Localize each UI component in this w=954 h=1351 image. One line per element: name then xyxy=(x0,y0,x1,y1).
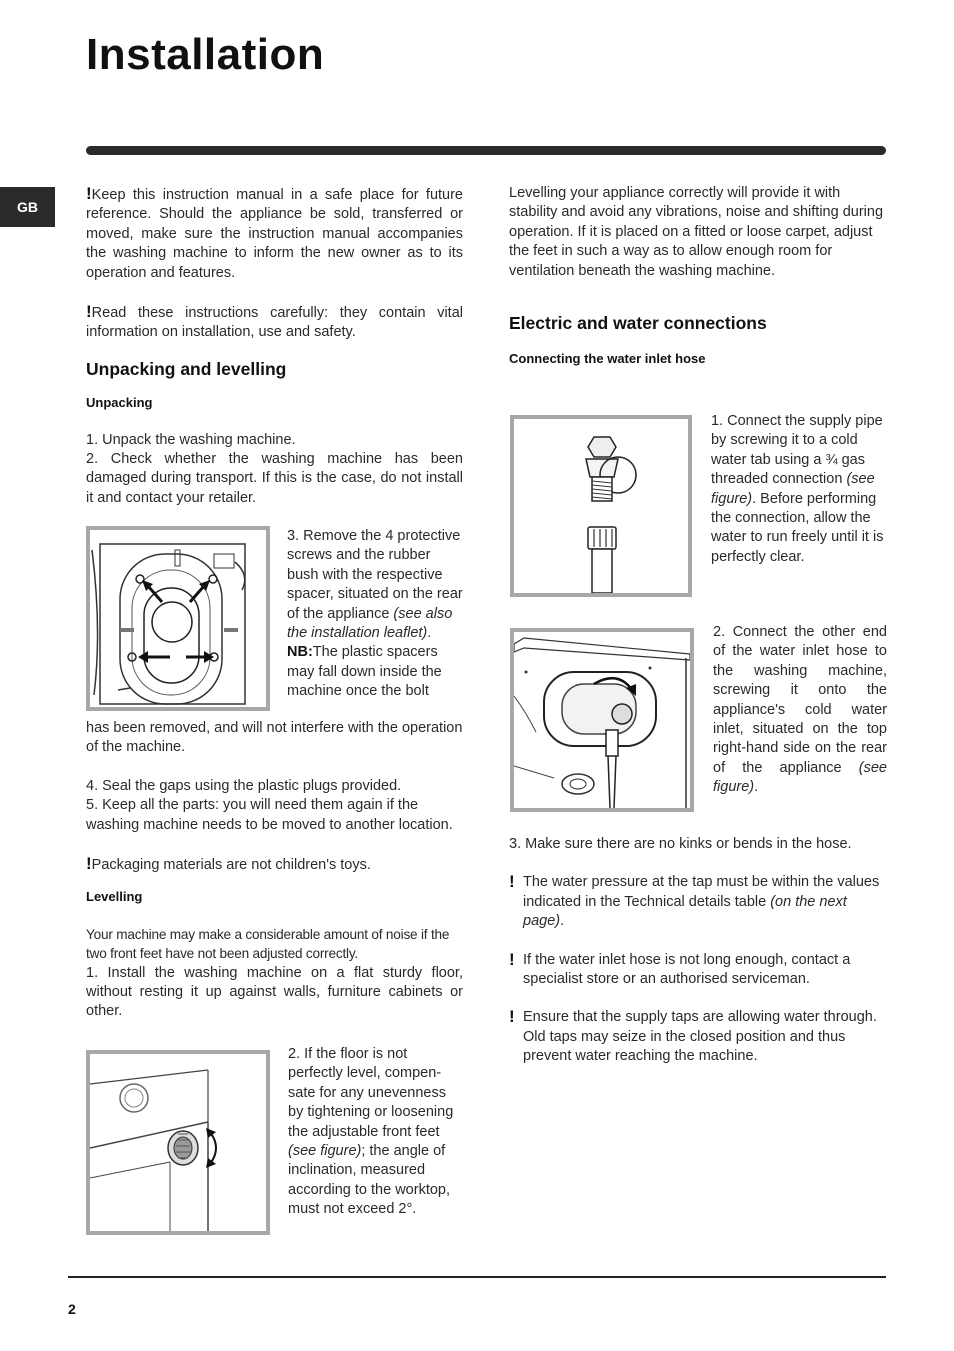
rear-inlet-illustration xyxy=(514,632,690,808)
rear-panel-illustration xyxy=(90,530,266,707)
unpack-step-3: 3. Remove the 4 protective screws and the rubber bush with the respective spacer, situated on the rear of the appliance (see also the installation leaflet). NB:The plastic spacers may fall down inside the machine once the bolt xyxy=(287,528,463,700)
left-column-lower xyxy=(86,719,463,1022)
levelling-intro: Your machine may make a considerable amount of noise if the two front feet have not been adjusted correctly. xyxy=(86,926,450,962)
unpack-step-1: 1. Unpack the washing machine. xyxy=(86,431,296,448)
level-step-1: 1. Install the washing machine on a flat sturdy floor, without resting it up against walls, furniture cabinets or other. xyxy=(86,964,463,1020)
section-heading-unpacking-levelling: Unpacking and levelling xyxy=(86,358,287,379)
connection-step-1: 1. Connect the supply pipe by screwing it to a cold water tab using a ¾ gas threaded connection (see figure). Before performing the connection, allow the water to run freely until it is perfectly clear. xyxy=(711,413,884,565)
language-tab: GB xyxy=(0,187,55,227)
right-column-lower xyxy=(509,835,886,1067)
levelling-explanation: Levelling your appliance correctly will provide it with stability and avoid any vibrations, noise and shifting during operation. If it is placed on a fitted or loose carpet, adjust the feet in such a way as to allow enough room for ventilation beneath the washing machine. xyxy=(509,185,884,279)
page-title: Installation xyxy=(86,30,325,79)
exclamation-icon: ! xyxy=(86,184,92,203)
adjustable-foot-figure xyxy=(86,1050,270,1235)
tap-hose-illustration xyxy=(514,419,688,593)
nb-label: NB: xyxy=(287,644,313,661)
unpack-step-2: 2. Check whether the washing machine has been damaged during transport. If this is the case, do not install it and contact your retailer. xyxy=(86,451,463,506)
rear-screws-figure xyxy=(86,526,270,711)
exclamation-icon: ! xyxy=(509,1007,515,1027)
front-foot-illustration xyxy=(90,1054,266,1231)
left-column xyxy=(86,184,463,508)
footer-rule xyxy=(68,1276,886,1278)
pressure-warning: ! The water pressure at the tap must be within the values indicated in the Technical details table (on the next page). xyxy=(509,872,880,930)
subheading-unpacking: Unpacking xyxy=(86,395,153,411)
level-step-2: 2. If the floor is not perfectly level, compen-sate for any unevenness by tightening or loosening the adjustable front feet (see figure); the angle of inclination, measured according to the worktop, must not exceed 2°. xyxy=(288,1046,454,1218)
supply-taps-warning: ! Ensure that the supply taps are allowing water through. Old taps may seize in the closed position and thus prevent water reaching the machine. xyxy=(509,1007,877,1065)
exclamation-icon: ! xyxy=(509,949,515,969)
unpack-step-4: 4. Seal the gaps using the plastic plugs provided. xyxy=(86,777,402,794)
packaging-warning: !Packaging materials are not children's toys. xyxy=(86,854,371,874)
unpack-step-3-continued: has been removed, and will not interfere with the operation of the machine. xyxy=(86,720,463,756)
intro-paragraph-2: !Read these instructions carefully: they contain vital information on installation, use and safety. xyxy=(86,302,463,341)
right-column xyxy=(509,184,886,369)
connection-step-2: 2. Connect the other end of the water inlet hose to the washing machine, screwing it onto the appliance's cold water inlet, situated on the top right-hand side on the rear of the appliance (see figure). xyxy=(713,624,887,796)
exclamation-icon: ! xyxy=(86,854,92,874)
page-number: 2 xyxy=(68,1301,76,1317)
subheading-inlet-hose: Connecting the water inlet hose xyxy=(509,351,706,367)
connection-step-3: 3. Make sure there are no kinks or bends in the hose. xyxy=(509,836,852,852)
section-heading-connections: Electric and water connections xyxy=(509,313,767,334)
intro-paragraph-1: !Keep this instruction manual in a safe place for future reference. Should the appliance be sold, transferred or moved, make sure the instruction manual accompanies the washing machine to inform the new owner as to its operation and features. xyxy=(86,184,463,281)
hose-length-warning: ! If the water inlet hose is not long enough, contact a specialist store or an authorised serviceman. xyxy=(509,949,851,988)
unpack-step-5: 5. Keep all the parts: you will need them again if the washing machine needs to be moved to another location. xyxy=(86,797,453,833)
inlet-connection-figure xyxy=(510,628,694,812)
tap-connection-figure xyxy=(510,415,692,597)
subheading-levelling: Levelling xyxy=(86,889,143,905)
exclamation-icon: ! xyxy=(86,302,92,322)
exclamation-icon: ! xyxy=(509,872,515,892)
title-rule xyxy=(86,146,886,155)
